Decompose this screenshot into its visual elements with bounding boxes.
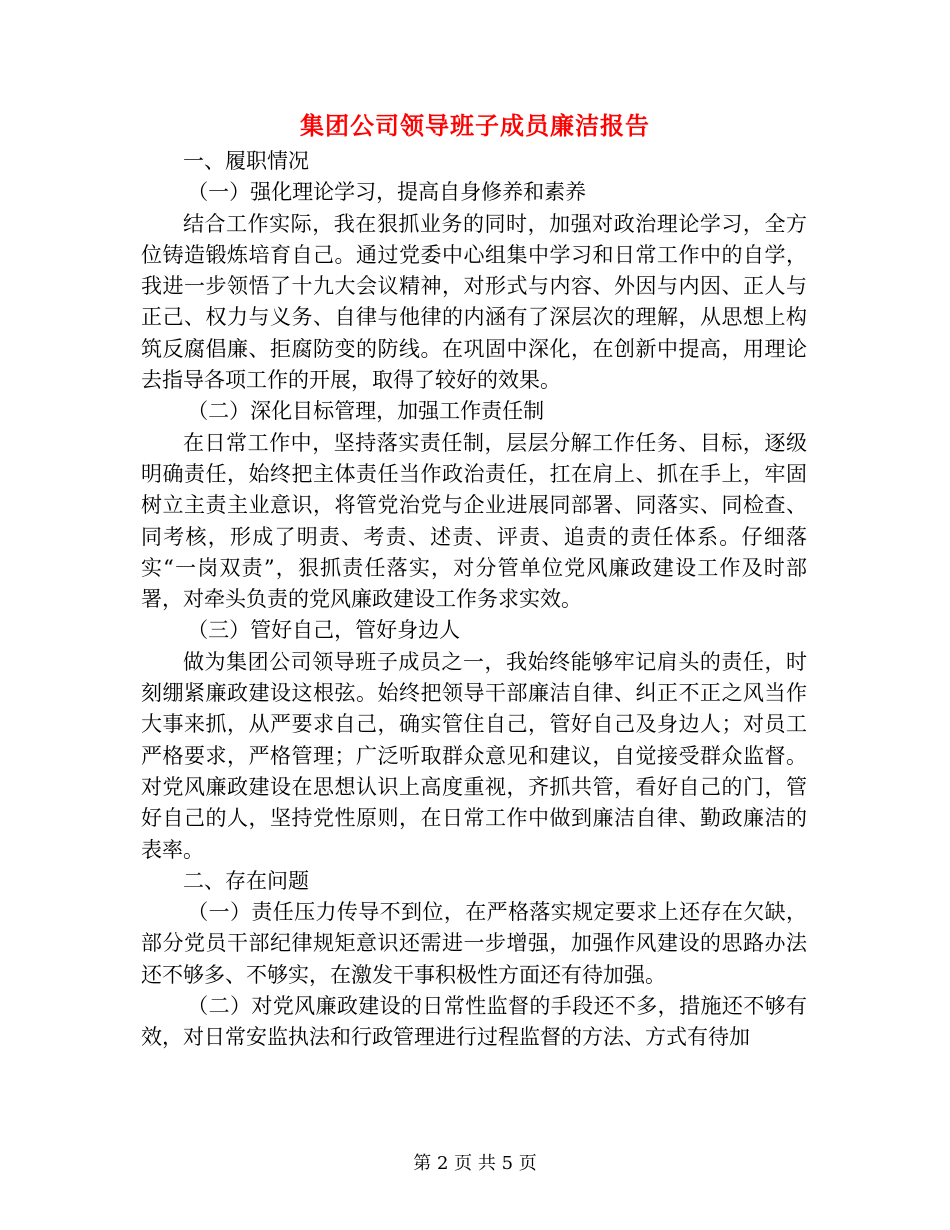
section-heading-duties: 一、履职情况: [183, 149, 309, 173]
page-number-footer: 第 2 页 共 5 页: [413, 1153, 537, 1174]
document-title: 集团公司领导班子成员廉洁报告: [300, 111, 650, 140]
problem-item-1: （一）责任压力传导不到位，在严格落实规定要求上还存在欠缺，部分党员干部纪律规矩意识还需进一步增强，加强作风建设的思路办法还不够多、不够实，在激发干事积极性方面还有待加强。: [141, 900, 807, 987]
problem-item-2: （二）对党风廉政建设的日常性监督的手段还不多，措施还不够有效，对日常安监执法和行政管理进行过程监督的方法、方式有待加: [141, 994, 807, 1050]
paragraph-theory-study: 结合工作实际，我在狠抓业务的同时，加强对政治理论学习，全方位铸造锻炼培育自己。通过党委中心组集中学习和日常工作中的自学，我进一步领悟了十九大会议精神，对形式与内容、外因与内因、正人与正己、权力与义务、自律与他律的内涵有了深层次的理解，从思想上构筑反腐倡廉、拒腐防变的防线。在巩固中深化，在创新中提高，用理论去指导各项工作的开展，取得了较好的效果。: [141, 211, 807, 393]
section-heading-problems: 二、存在问题: [183, 868, 309, 893]
subsection-heading-theory-study: （一）强化理论学习，提高自身修养和素养: [187, 180, 587, 205]
document-body: [141, 146, 807, 1054]
subsection-heading-manage-self: （三）管好自己，管好身边人: [187, 618, 461, 643]
subsection-heading-target-management: （二）深化目标管理，加强工作责任制: [187, 399, 545, 424]
paragraph-target-management: 在日常工作中，坚持落实责任制，层层分解工作任务、目标，逐级明确责任，始终把主体责任当作政治责任，扛在肩上、抓在手上，牢固树立主责主业意识，将管党治党与企业进展同部署、同落实、同检查、同考核，形成了明责、考责、述责、评责、追责的责任体系。仔细落实“一岗双责”，狠抓责任落实，对分管单位党风廉政建设工作及时部署，对牵头负责的党风廉政建设工作务求实效。: [141, 430, 807, 612]
paragraph-manage-self: 做为集团公司领导班子成员之一，我始终能够牢记肩头的责任，时刻绷紧廉政建设这根弦。始终把领导干部廉洁自律、纠正不正之风当作大事来抓，从严要求自己，确实管住自己，管好自己及身边人；对员工严格要求，严格管理；广泛听取群众意见和建议，自觉接受群众监督。对党风廉政建设在思想认识上高度重视，齐抓共管，看好自己的门，管好自己的人，坚持党性原则，在日常工作中做到廉洁自律、勤政廉洁的表率。: [141, 649, 807, 862]
